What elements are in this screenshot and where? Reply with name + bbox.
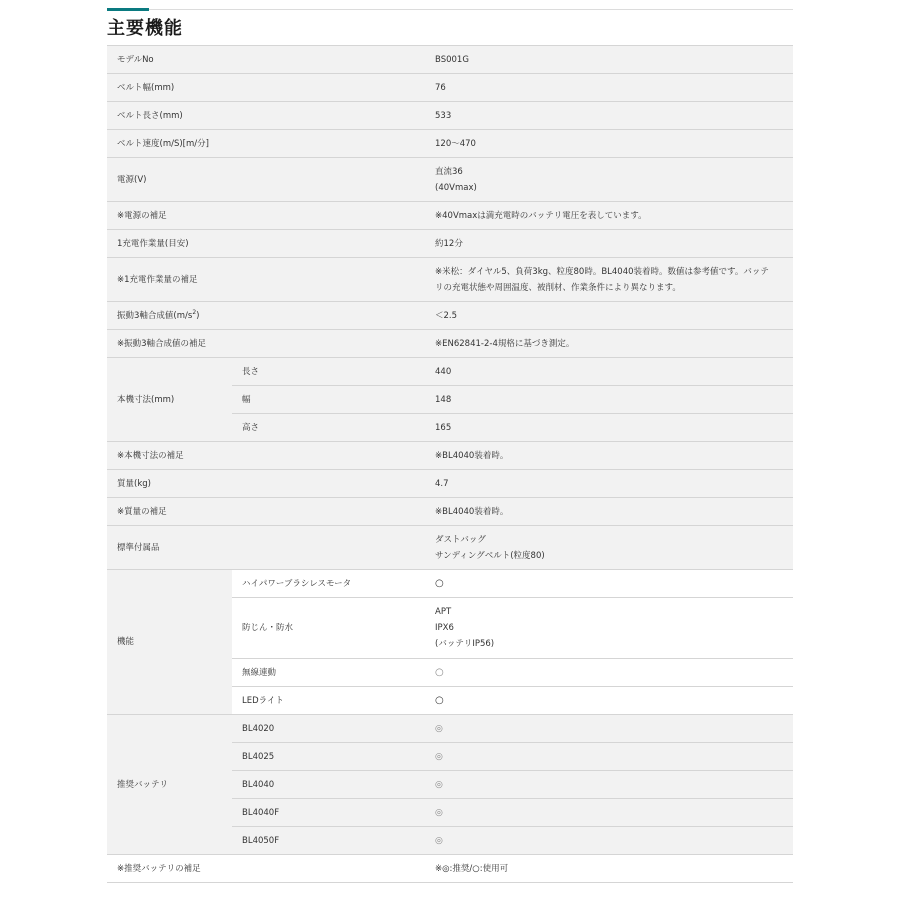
row-label: ベルト長さ(mm) (107, 102, 425, 130)
row-value: 165 (425, 414, 793, 442)
sub-label: 防じん・防水 (232, 598, 425, 659)
table-row (107, 302, 793, 330)
battery-double-circle-mark: ◎ (425, 799, 793, 827)
table-row (107, 230, 793, 258)
table-row (107, 258, 793, 302)
row-value: 4.7 (425, 470, 793, 498)
sub-label: BL4020 (232, 715, 425, 743)
row-label: ※質量の補足 (107, 498, 425, 526)
table-row (107, 526, 793, 570)
row-value: ※BL4040装着時。 (425, 498, 793, 526)
sub-label: 無線連動 (232, 659, 425, 687)
table-row (107, 498, 793, 526)
feature-circle-mark: ○ (425, 570, 793, 598)
sub-label: 長さ (232, 358, 425, 386)
vibration-label-text: 振動3軸合成値(m/s (117, 310, 193, 321)
feature-circle-mark: ○ (425, 659, 793, 687)
table-row (107, 130, 793, 158)
row-value (425, 598, 793, 659)
row-label: 標準付属品 (107, 526, 425, 570)
row-value (425, 158, 793, 202)
sub-label: ハイパワーブラシレスモータ (232, 570, 425, 598)
sub-label: BL4050F (232, 827, 425, 855)
battery-double-circle-mark: ◎ (425, 743, 793, 771)
battery-double-circle-mark: ◎ (425, 715, 793, 743)
value-line: APT (435, 607, 452, 617)
row-label: ベルト速度(m/S)[m/分] (107, 130, 425, 158)
sub-label: 幅 (232, 386, 425, 414)
row-label: ※推奨バッテリの補足 (107, 855, 425, 883)
table-row (107, 74, 793, 102)
table-row (107, 855, 793, 883)
feature-circle-mark: ○ (425, 687, 793, 715)
table-row (107, 358, 793, 386)
group-label: 本機寸法(mm) (107, 358, 232, 442)
row-value (425, 526, 793, 570)
row-label: ※本機寸法の補足 (107, 442, 425, 470)
sub-label: BL4025 (232, 743, 425, 771)
table-row (107, 46, 793, 74)
row-label: 1充電作業量(目安) (107, 230, 425, 258)
section-title: 主要機能 (107, 18, 183, 39)
row-value: 76 (425, 74, 793, 102)
row-value: ※◎:推奨/○:使用可 (425, 855, 793, 883)
row-label: ※電源の補足 (107, 202, 425, 230)
row-value: ※EN62841-2-4規格に基づき測定。 (425, 330, 793, 358)
row-value: 533 (425, 102, 793, 130)
row-value: 約12分 (425, 230, 793, 258)
vibration-label-end: ) (196, 310, 200, 321)
table-row (107, 158, 793, 202)
table-row (107, 570, 793, 598)
row-value: ＜2.5 (425, 302, 793, 330)
value-line: (40Vmax) (435, 182, 477, 193)
battery-double-circle-mark: ◎ (425, 771, 793, 799)
battery-double-circle-mark: ◎ (425, 827, 793, 855)
top-divider (107, 9, 793, 10)
sub-label: BL4040F (232, 799, 425, 827)
value-line: IPX6 (435, 623, 454, 633)
row-label: 電源(V) (107, 158, 425, 202)
table-row (107, 442, 793, 470)
group-label: 機能 (107, 570, 232, 715)
table-row (107, 470, 793, 498)
row-label: ※1充電作業量の補足 (107, 258, 425, 302)
row-label: モデルNo (107, 46, 425, 74)
row-label: ※振動3軸合成値の補足 (107, 330, 425, 358)
group-label: 推奨バッテリ (107, 715, 232, 855)
row-value: 440 (425, 358, 793, 386)
row-value: BS001G (425, 46, 793, 74)
table-row (107, 102, 793, 130)
value-line: ※米松：ダイヤル5、負荷3kg、粒度80時。BL4040装着時。数値は参考値です。バッテ (435, 266, 769, 277)
sub-label: 高さ (232, 414, 425, 442)
row-value (425, 258, 793, 302)
row-label: 質量(kg) (107, 470, 425, 498)
value-line: リの充電状態や周囲温度、被削材、作業条件により異なります。 (435, 282, 681, 293)
table-row (107, 715, 793, 743)
title-accent-bar (107, 8, 149, 11)
row-value: 120〜470 (425, 130, 793, 158)
spec-table (107, 45, 793, 883)
row-label: ベルト幅(mm) (107, 74, 425, 102)
row-value: ※BL4040装着時。 (425, 442, 793, 470)
table-row (107, 330, 793, 358)
sub-label: BL4040 (232, 771, 425, 799)
value-line: 直流36 (435, 166, 463, 177)
row-value: 148 (425, 386, 793, 414)
sub-label: LEDライト (232, 687, 425, 715)
superscript: 2 (192, 308, 197, 316)
row-value: ※40Vmaxは満充電時のバッテリ電圧を表しています。 (425, 202, 793, 230)
table-row (107, 202, 793, 230)
value-line: サンディングベルト(粒度80) (435, 550, 545, 561)
value-line: (バッテリIP56) (435, 639, 495, 649)
row-label (107, 302, 425, 330)
value-line: ダストバッグ (435, 534, 486, 545)
